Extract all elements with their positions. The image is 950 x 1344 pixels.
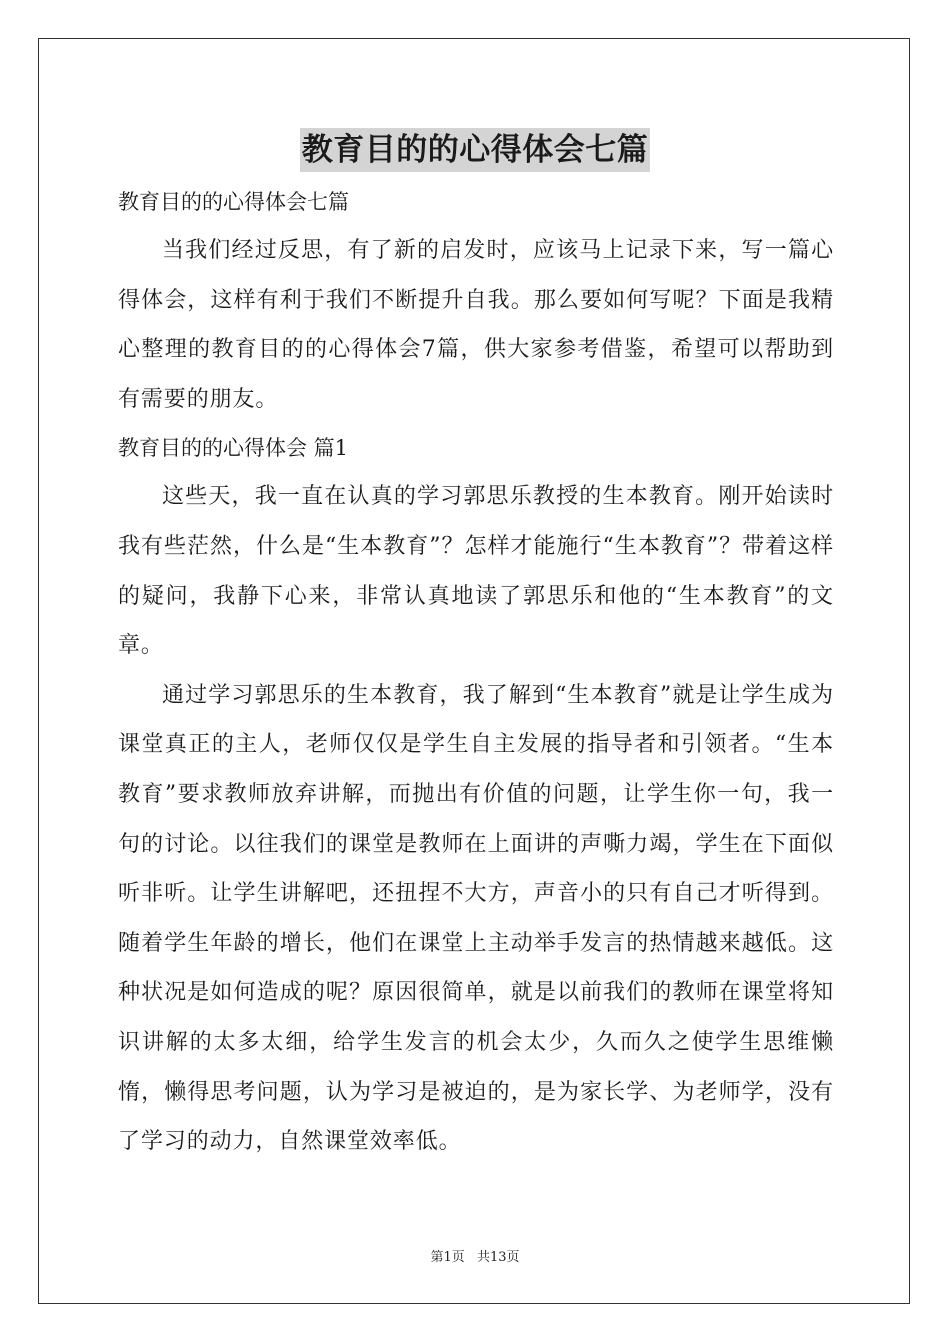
document-title: 教育目的的心得体会七篇 — [300, 128, 651, 172]
document-subtitle: 教育目的的心得体会七篇 — [118, 190, 349, 214]
document-body — [118, 178, 834, 1167]
page-footer — [0, 1246, 950, 1265]
body-paragraph: 这些天，我一直在认真的学习郭思乐教授的生本教育。刚开始读时我有些茫然，什么是“生本教育”？怎样才能施行“生本教育”？带着这样的疑问，我静下心来，非常认真地读了郭思乐和他的“生本教育”的文章。 — [118, 484, 834, 659]
intro-paragraph: 当我们经过反思，有了新的启发时，应该马上记录下来，写一篇心得体会，这样有利于我们不断提升自我。那么要如何写呢？下面是我精心整理的教育目的的心得体会7篇，供大家参考借鉴，希望可以帮助到有需要的朋友。 — [118, 238, 834, 412]
total-pages: 共13页 — [476, 1250, 520, 1265]
body-paragraph: 通过学习郭思乐的生本教育，我了解到“生本教育”就是让学生成为课堂真正的主人，老师仅仅是学生自主发展的指导者和引领者。“生本教育”要求教师放弃讲解，而抛出有价值的问题，让学生你一句，我一句的讨论。以往我们的课堂是教师在上面讲的声嘶力竭，学生在下面似听非听。让学生讲解吧，还扭捏不大方，声音小的只有自己才听得到。随着学生年龄的增长，他们在课堂上主动举手发言的热情越来越低。这种状况是如何造成的呢？原因很简单，就是以前我们的教师在课堂将知识讲解的太多太细，给学生发言的机会太少，久而久之使学生思维懒惰，懒得思考问题，认为学习是被迫的，是为家长学、为老师学，没有了学习的动力，自然课堂效率低。 — [118, 682, 834, 1155]
section-heading: 教育目的的心得体会 篇1 — [118, 436, 349, 461]
page-number: 第1页 — [430, 1250, 465, 1265]
title-wrap — [0, 128, 950, 172]
